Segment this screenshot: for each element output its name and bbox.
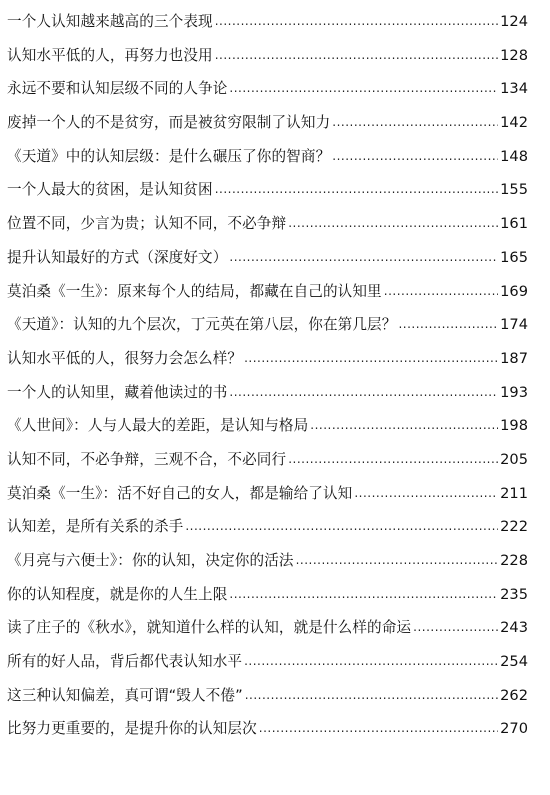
toc-entry-title: 认知水平低的人，再努力也没用 (7, 46, 213, 64)
toc-entry-page: 124 (500, 13, 528, 30)
toc-entry-title: 读了庄子的《秋水》，就知道什么样的认知，就是什么样的命运 (7, 619, 412, 637)
toc-entry-title: 莫泊桑《一生》：原来每个人的结局，都藏在自己的认知里 (7, 282, 382, 300)
toc-entry-page: 165 (500, 248, 528, 266)
toc-entry[interactable] (0, 611, 550, 645)
toc-entry-title: 废掉一个人的不是贫穷，而是被贫穷限制了认知力 (7, 114, 331, 132)
toc-entry-page: 222 (500, 518, 528, 536)
toc-entry-page: 148 (500, 147, 528, 165)
toc-entry-title: 莫泊桑《一生》：活不好自己的女人，都是输给了认知 (7, 484, 353, 502)
toc-entry-page: 193 (500, 383, 528, 401)
toc-entry-page: 254 (500, 653, 528, 671)
toc-entry[interactable] (0, 5, 550, 39)
toc-entry-title: 《天道》：认知的九个层次，丁元英在第八层，你在第几层？ (7, 316, 397, 334)
toc-entry[interactable] (0, 376, 550, 410)
toc-entry[interactable] (0, 140, 550, 174)
toc-entry-page: 169 (500, 282, 528, 300)
toc-entry-title: 所有的好人品，背后都代表认知水平 (7, 653, 243, 671)
toc-entry[interactable] (0, 409, 550, 443)
toc-entry[interactable] (0, 544, 550, 578)
toc-entry[interactable] (0, 39, 550, 73)
toc-entry-title: 《天道》中的认知层级：是什么碾压了你的智商？ (7, 147, 331, 165)
toc-entry-page: 262 (500, 686, 528, 704)
toc-entry[interactable] (0, 72, 550, 106)
toc-leader-dots (244, 348, 498, 363)
toc-entry-page: 128 (500, 46, 528, 64)
toc-entry-title: 认知水平低的人，很努力会怎么样？ (7, 349, 243, 367)
toc-entry[interactable] (0, 578, 550, 612)
toc-entry-title: 认知不同，不必争辩，三观不合，不必同行 (7, 450, 287, 468)
toc-leader-dots (398, 315, 498, 330)
toc-entry[interactable] (0, 173, 550, 207)
toc-leader-dots (215, 45, 498, 60)
toc-leader-dots (245, 685, 498, 700)
toc-entry-title: 位置不同，少言为贵；认知不同，不必争辩 (7, 215, 287, 233)
toc-leader-dots (332, 112, 498, 127)
toc-entry[interactable] (0, 712, 550, 746)
toc-entry-title: 《人世间》：人与人最大的差距，是认知与格局 (7, 417, 309, 435)
toc-entry-page: 243 (500, 619, 528, 637)
toc-leader-dots (229, 382, 498, 397)
toc-leader-dots (288, 214, 498, 229)
toc-leader-dots (244, 651, 498, 666)
toc-leader-dots (332, 146, 498, 161)
toc-entry[interactable] (0, 645, 550, 679)
toc-leader-dots (354, 483, 498, 498)
toc-entry-page: 134 (500, 80, 528, 98)
toc-entry-page: 198 (500, 417, 528, 435)
toc-leader-dots (215, 180, 498, 195)
toc-entry-page: 211 (500, 484, 528, 502)
toc-entry-title: 提升认知最好的方式（深度好文） (7, 248, 228, 266)
toc-entry-title: 这三种认知偏差，真可谓“毁人不倦” (7, 686, 243, 704)
toc-entry[interactable] (0, 679, 550, 713)
toc-entry-title: 一个人认知越来越高的三个表现 (7, 13, 213, 30)
toc-entry[interactable] (0, 207, 550, 241)
toc-entry-page: 270 (500, 720, 528, 738)
toc-leader-dots (229, 247, 498, 262)
toc-leader-dots (310, 416, 498, 431)
toc-entry-title: 一个人最大的贫困，是认知贫困 (7, 181, 213, 199)
toc-leader-dots (288, 449, 498, 464)
toc-entry-title: 一个人的认知里，藏着他读过的书 (7, 383, 228, 401)
toc-leader-dots (413, 618, 498, 633)
toc-leader-dots (185, 517, 498, 532)
toc-entry[interactable] (0, 241, 550, 275)
toc-entry[interactable] (0, 106, 550, 140)
toc-leader-dots (229, 584, 498, 599)
toc-leader-dots (259, 719, 498, 734)
toc-entry-title: 认知差，是所有关系的杀手 (7, 518, 184, 536)
toc-leader-dots (229, 79, 498, 94)
toc-entry[interactable] (0, 477, 550, 511)
toc-entry-title: 比努力更重要的，是提升你的认知层次 (7, 720, 257, 738)
toc-entry-page: 155 (500, 181, 528, 199)
toc-entry-page: 235 (500, 585, 528, 603)
toc-entry-title: 你的认知程度，就是你的人生上限 (7, 585, 228, 603)
toc-entry[interactable] (0, 275, 550, 309)
toc-entry-page: 228 (500, 552, 528, 569)
toc-entry-page: 161 (500, 215, 528, 233)
toc-entry[interactable] (0, 443, 550, 477)
toc-leader-dots (296, 550, 499, 565)
toc-entry-title: 永远不要和认知层级不同的人争论 (7, 80, 228, 98)
toc-entry-page: 174 (500, 316, 528, 334)
toc-entry[interactable] (0, 308, 550, 342)
toc-entry-page: 187 (500, 349, 528, 367)
toc-leader-dots (215, 11, 498, 26)
toc-entry[interactable] (0, 342, 550, 376)
toc-leader-dots (384, 281, 498, 296)
toc-entry-title: 《月亮与六便士》：你的认知，决定你的活法 (7, 552, 294, 569)
toc-entry-page: 205 (500, 450, 528, 468)
toc-entry-page: 142 (500, 114, 528, 132)
toc-entry[interactable] (0, 510, 550, 544)
